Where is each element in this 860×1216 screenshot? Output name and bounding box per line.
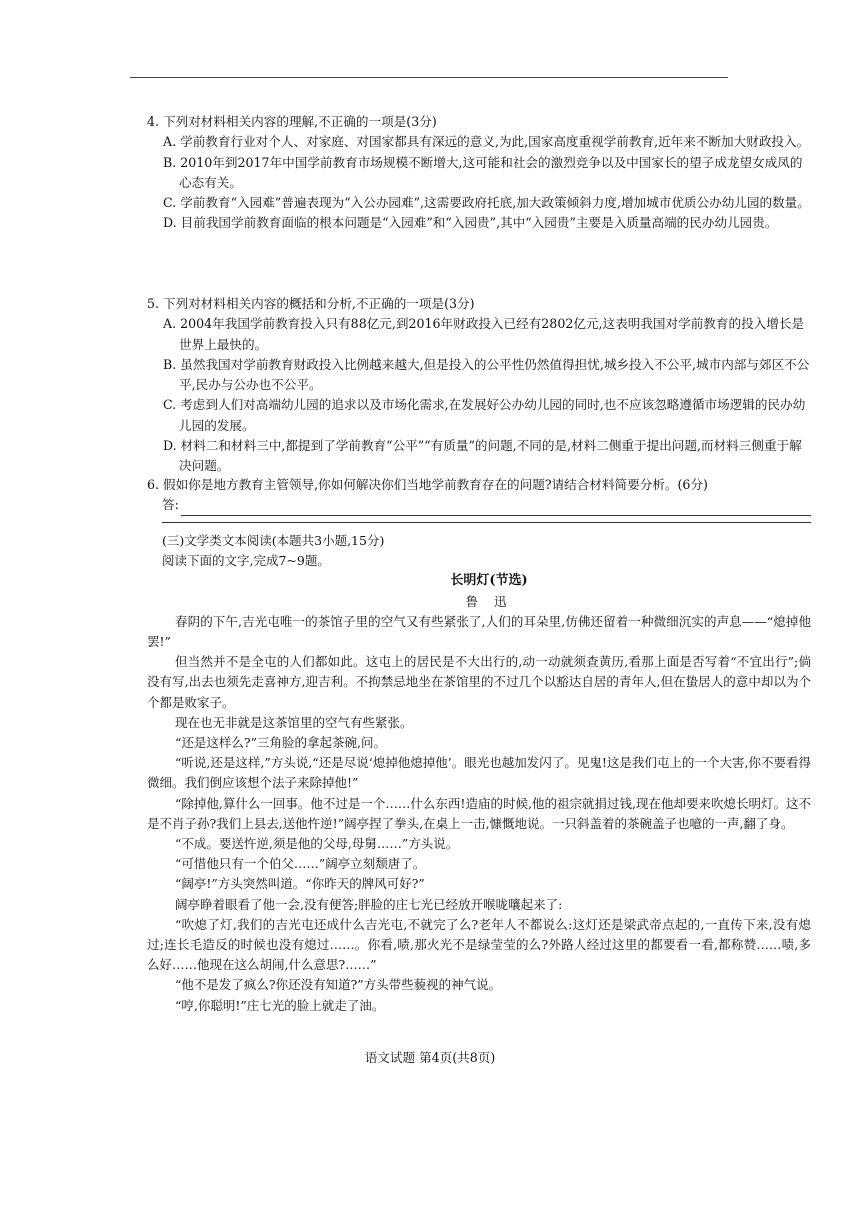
- passage-paragraph: “他不是发了疯么?你还没有知道?”方头带些藐视的神气说。: [175, 977, 502, 993]
- question-5-option-b: B. 虽然我国对学前教育财政投入比例越来越大,但是投入的公平性仍然值得担忧,城乡投入不公平,城市内部与郊区不公平,民办与公办也不公平。: [163, 356, 810, 393]
- question-5-option-d: D. 材料二和材料三中,都提到了学前教育“公平”“有质量”的问题,不同的是,材料二侧重于提出问题,而材料三侧重于解决问题。: [163, 438, 802, 474]
- page-footer: 语文试题 第4页(共8页): [364, 1050, 496, 1065]
- passage-paragraph: “除掉他,算什么一回事。他不过是一个……什么东西!造庙的时候,他的祖宗就捐过钱,现在他却要来吹熄长明灯。这不是不肖子孙?我们上县去,送他忤逆!”阔亭捏了拳头,在桌上一击,慷慨地说。一只斜盖着的茶碗盖子也噫的一声,翻了身。: [147, 795, 811, 831]
- passage-paragraph: 春阴的下午,吉光屯唯一的茶馆子里的空气又有些紧张了,人们的耳朵里,仿佛还留着一种微细沉实的声息——“熄掉他罢!”: [147, 613, 811, 650]
- passage-paragraph: 阔亭睁着眼看了他一会,没有便答;胖脸的庄七光已经放开喉咙嚷起来了:: [175, 896, 563, 912]
- passage-paragraph: “吹熄了灯,我们的吉光屯还成什么吉光屯,不就完了么?老年人不都说么:这灯还是梁武帝点起的,一直传下来,没有熄过;连长毛造反的时候也没有熄过……。你看,啧,那火光不是绿莹莹的么?外路人经过这里的都要看一看,都称赞……啧,多么好……他现在这么胡闹,什么意思?……”: [147, 916, 811, 973]
- passage-paragraph: “听说,还是这样,”方头说,“还是尽说‘熄掉他熄掉他’。眼光也越加发闪了。见鬼!这是我们屯上的一个大害,你不要看得微细。我们倒应该想个法子来除掉他!”: [147, 755, 811, 791]
- literary-reading-section: [147, 531, 811, 1016]
- section-heading: (三)文学类文本阅读(本题共3小题,15分): [162, 533, 385, 548]
- question-5-stem: 5. 下列对材料相关内容的概括和分析,不正确的一项是(3分): [147, 296, 475, 311]
- question-6: [147, 475, 811, 523]
- question-4-option-c: C. 学前教育“入园难”普遍表现为“入公办园难”,这需要政府托底,加大政策倾斜力度,增加城市优质公办幼儿园的数量。: [163, 195, 810, 211]
- question-4-option-b: B. 2010年到2017年中国学前教育市场规模不断增大,这可能和社会的激烈竞争以及中国家长的望子成龙望女成凤的心态有关。: [163, 154, 803, 190]
- question-5: [147, 294, 811, 477]
- question-6-stem: 6. 假如你是地方教育主管领导,你如何解决你们当地学前教育存在的问题?请结合材料简要分析。(6分): [147, 477, 708, 492]
- question-4-option-d: D. 目前我国学前教育面临的根本问题是“入园难”和“入园贵”,其中“入园贵”主要是入质量高端的民办幼儿园贵。: [163, 215, 778, 231]
- passage-title: 长明灯(节选): [450, 573, 528, 589]
- reading-instruction: 阅读下面的文字,完成7~9题。: [162, 553, 330, 569]
- answer-blank-2[interactable]: [162, 516, 811, 523]
- question-5-option-a: A. 2004年我国学前教育投入只有88亿元,到2016年财政投入已经有2802亿元,这表明我国对学前教育的投入增长是世界上最快的。: [163, 316, 805, 352]
- question-5-option-c: C. 考虑到人们对高端幼儿园的追求以及市场化需求,在发展好公办幼儿园的同时,也不应该忽略遵循市场逻辑的民办幼儿园的发展。: [163, 397, 806, 433]
- passage-paragraph: “哼,你聪明!”庄七光的脸上就走了油。: [175, 997, 385, 1013]
- question-4-stem: 4. 下列对材料相关内容的理解,不正确的一项是(3分): [147, 114, 437, 129]
- passage-paragraph: “阔亭!”方头突然叫道。“你昨天的牌风可好?”: [175, 876, 425, 892]
- answer-blank[interactable]: [181, 501, 811, 516]
- passage-paragraph: “可惜他只有一个伯父……”阔亭立刻颓唐了。: [175, 856, 426, 872]
- passage-author: 鲁 迅: [465, 593, 513, 609]
- answer-line[interactable]: [162, 495, 811, 515]
- passage-paragraph: 但当然并不是全屯的人们都如此。这屯上的居民是不大出行的,动一动就须查黄历,看那上面是否写着“不宜出行”;倘没有写,出去也须先走喜神方,迎吉利。不拘禁忌地坐在茶馆里的不过几个以豁达自居的青年人,但在蛰居人的意中却以为个个都是败家子。: [147, 654, 811, 710]
- top-rule: [130, 77, 728, 78]
- passage-paragraph: 现在也无非就是这茶馆里的空气有些紧张。: [175, 714, 413, 730]
- passage-paragraph: “不成。要送忤逆,须是他的父母,母舅……”方头说。: [175, 836, 459, 852]
- passage-paragraph: “还是这样么?”三角脸的拿起茶碗,问。: [175, 735, 386, 751]
- answer-label: 答:: [162, 497, 179, 513]
- question-4: [147, 112, 811, 234]
- question-4-option-a: A. 学前教育行业对个人、对家庭、对国家都具有深远的意义,为此,国家高度重视学前教育,近年来不断加大财政投入。: [163, 134, 810, 150]
